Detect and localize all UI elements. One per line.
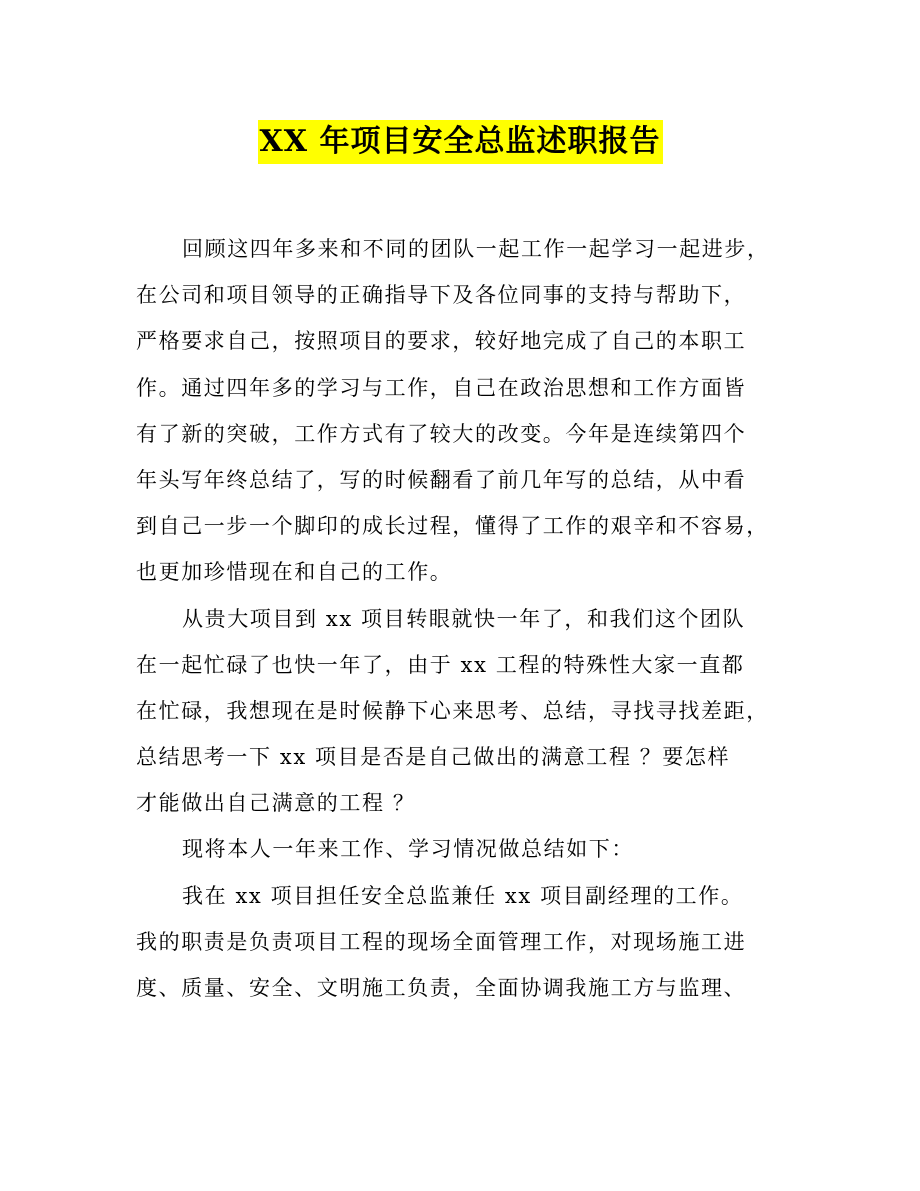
text-line: 总结思考一下 xx 项目是否是自己做出的满意工程 ？要怎样 (136, 745, 731, 770)
title-container (0, 120, 920, 164)
document-body (136, 226, 796, 1011)
text-line: 年头写年终总结了，写的时候翻看了前几年写的总结，从中看 (136, 467, 747, 492)
text-line: 我的职责是负责项目工程的现场全面管理工作，对现场施工进 (136, 929, 747, 954)
text-line: 到自己一步一个脚印的成长过程，懂得了工作的艰辛和不容易， (136, 514, 769, 539)
text-line: 有了新的突破，工作方式有了较大的改变。今年是连续第四个 (136, 421, 747, 446)
text-line: 在公司和项目领导的正确指导下及各位同事的支持与帮助下， (136, 283, 747, 308)
text-line: 才能做出自己满意的工程 ？ (136, 791, 416, 816)
text-line: 也更加珍惜现在和自己的工作。 (136, 560, 453, 585)
text-line: 作。通过四年多的学习与工作，自己在政治思想和工作方面皆 (136, 375, 747, 400)
text-line: 从贵大项目到 xx 项目转眼就快一年了，和我们这个团队 (182, 606, 746, 631)
text-line: 严格要求自己，按照项目的要求，较好地完成了自己的本职工 (136, 329, 747, 354)
text-line: 在忙碌，我想现在是时候静下心来思考、总结，寻找寻找差距， (136, 698, 769, 723)
text-line: 度、质量、安全、文明施工负责，全面协调我施工方与监理、 (136, 976, 747, 1000)
text-line: 回顾这四年多来和不同的团队一起工作一起学习一起进步， (182, 237, 770, 261)
text-line: 在一起忙碌了也快一年了，由于 xx 工程的特殊性大家一直都 (136, 652, 745, 677)
document-title: XX 年项目安全总监述职报告 (258, 120, 663, 164)
text-line: 现将本人一年来工作、学习情况做总结如下： (182, 837, 634, 862)
text-line: 我在 xx 项目担任安全总监兼任 xx 项目副经理的工作。 (182, 883, 744, 908)
